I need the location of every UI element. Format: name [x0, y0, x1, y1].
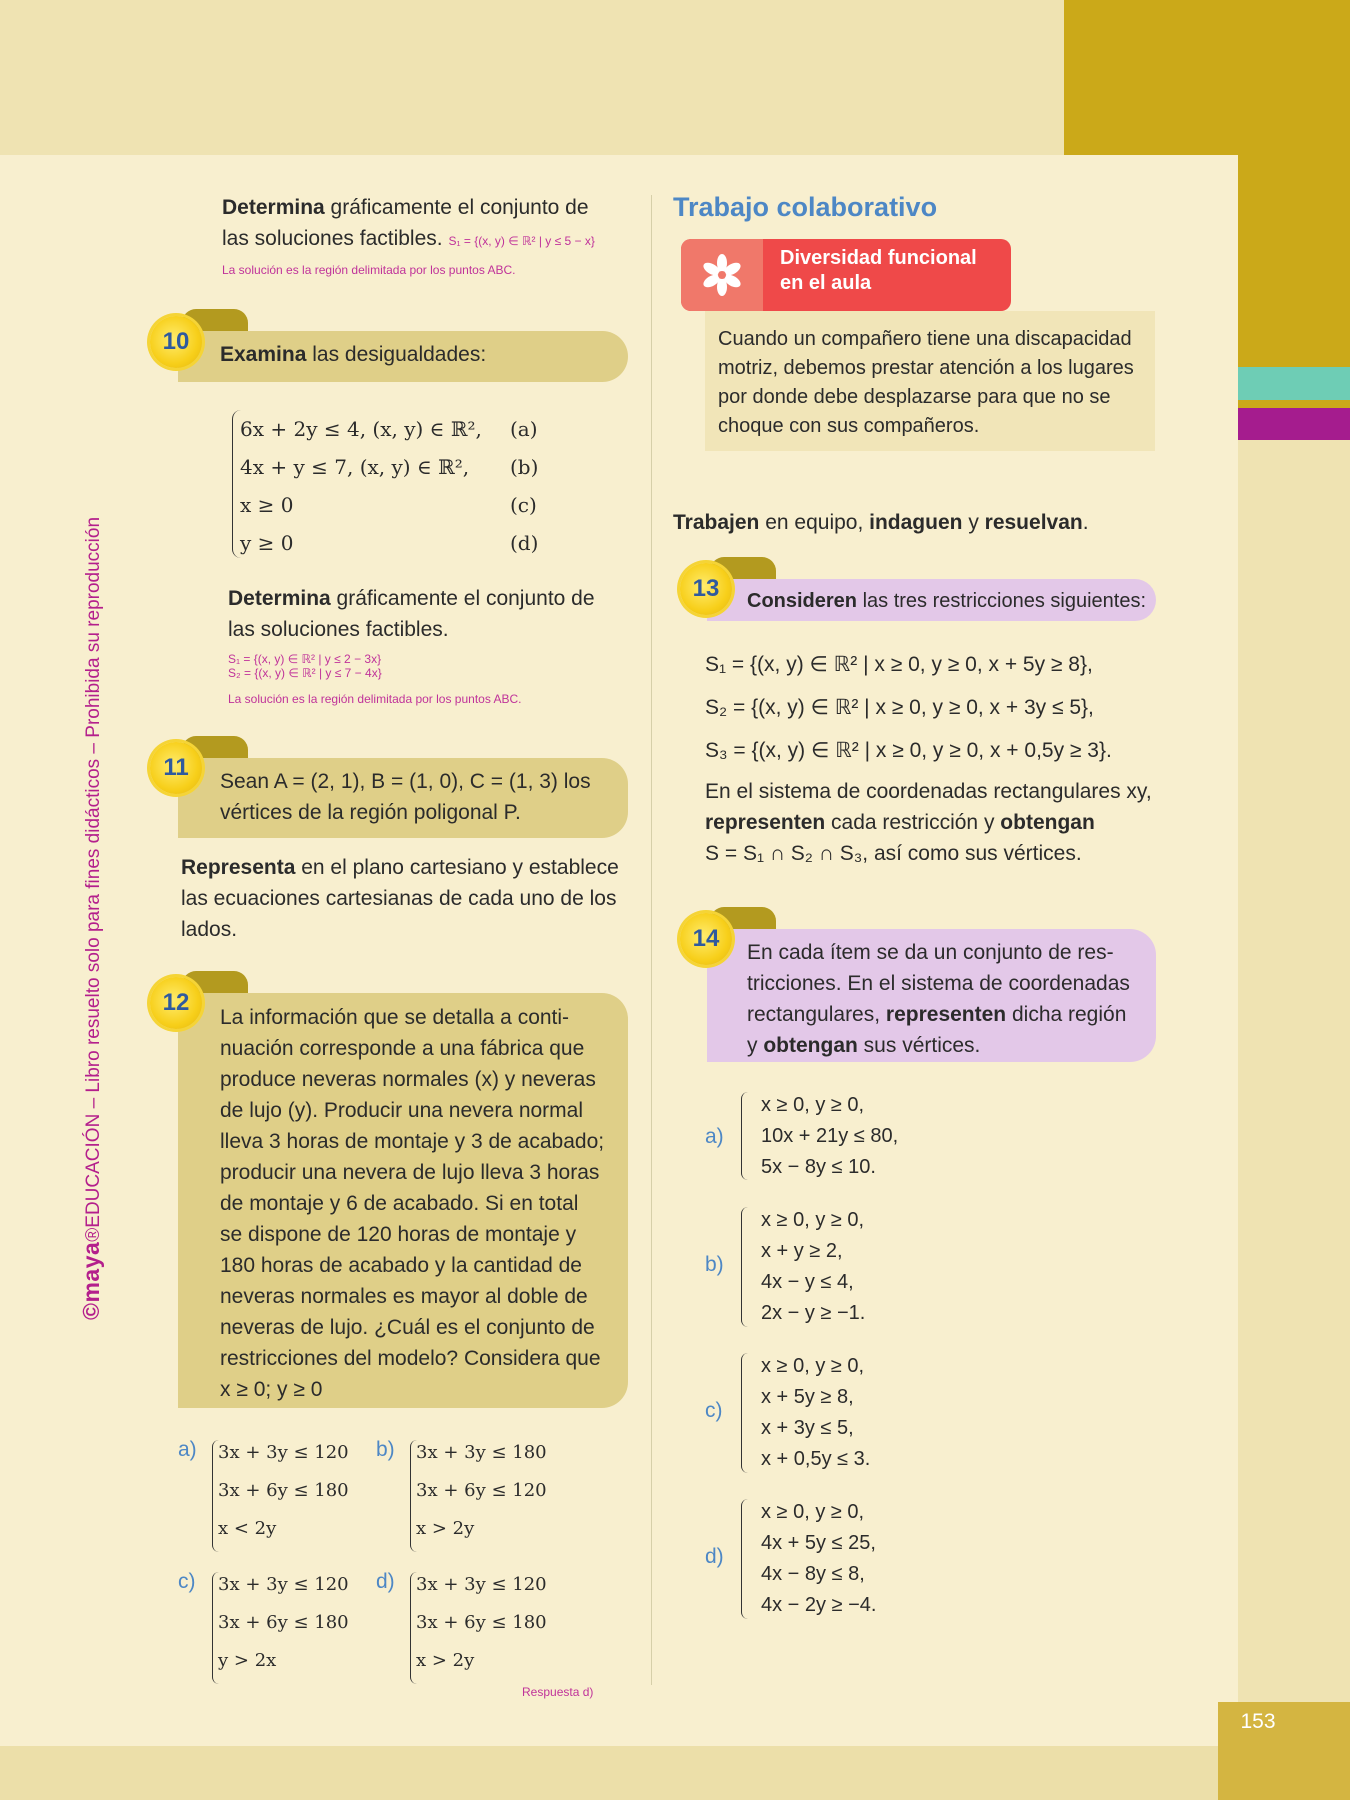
- option-line: 3x + 6y ≤ 180: [218, 1480, 349, 1501]
- item-line: x ≥ 0, y ≥ 0,: [761, 1209, 865, 1231]
- ex10-determina: [228, 583, 648, 645]
- ex13-set: S₁ = {(x, y) ∈ ℝ² | x ≥ 0, y ≥ 0, x + 5y ≥ 8},: [705, 653, 1093, 676]
- ex10-expr: y ≥ 0: [240, 531, 294, 555]
- collab-title: Trabajo colaborativo: [673, 192, 938, 222]
- ex12-line: restricciones del modelo? Considera que: [220, 1347, 601, 1370]
- ex14-text: [747, 937, 1147, 1061]
- option-label: d): [376, 1570, 395, 1593]
- ex14-l3-bold: representen: [885, 1003, 1007, 1026]
- intro-text1: gráficamente el conjunto de: [324, 196, 589, 219]
- item-system: [761, 1205, 981, 1329]
- copyright-text: ®EDUCACIÓN – Libro resuelto solo para fines didácticos – Prohibida su reproducción: [83, 516, 104, 1242]
- ex11-rep-bold: Representa: [181, 856, 296, 879]
- option-system: [416, 1566, 566, 1680]
- item-label: a): [705, 1125, 724, 1148]
- item-line: x ≥ 0, y ≥ 0,: [761, 1501, 865, 1523]
- option-line: x > 2y: [416, 1650, 475, 1671]
- item-label: b): [705, 1253, 724, 1276]
- option-system: [218, 1434, 368, 1548]
- ex11-line2: vértices de la región poligonal P.: [220, 801, 521, 824]
- ex11-rep-text1: en el plano cartesiano y establece: [295, 856, 619, 879]
- magenta-tab: [1238, 408, 1350, 440]
- ex14-l3-text: rectangulares,: [747, 1003, 886, 1026]
- ex12-line: produce neveras normales (x) y neveras: [220, 1068, 596, 1091]
- instr-t1: en equipo,: [759, 511, 870, 534]
- ex10-tag: (c): [510, 493, 537, 517]
- ex10-determina-bold: Determina: [228, 587, 331, 610]
- ex14-l4-bold: obtengan: [763, 1034, 858, 1057]
- ex11-representa: [181, 852, 631, 945]
- ex12-line: x ≥ 0; y ≥ 0: [220, 1378, 323, 1401]
- option-line: x > 2y: [416, 1518, 475, 1539]
- ex13-bold: Consideren: [747, 590, 858, 612]
- item-brace: [741, 1499, 748, 1619]
- item-label: d): [705, 1545, 724, 1568]
- ex14-number: 14: [692, 925, 720, 952]
- bottom-band: [0, 1746, 1350, 1800]
- ex11-text: [220, 766, 625, 828]
- item-line: 5x − 8y ≤ 10.: [761, 1156, 876, 1178]
- ex13-p3: S = S₁ ∩ S₂ ∩ S₃, así como sus vértices.: [705, 842, 1082, 865]
- option-line: y > 2x: [218, 1650, 277, 1671]
- ex12-answer: Respuesta d): [522, 1685, 594, 1699]
- flower-icon: [681, 239, 763, 311]
- ex14-l3-end: dicha región: [1006, 1003, 1127, 1026]
- ex11-rep-text2: las ecuaciones cartesianas de cada uno de los: [181, 887, 617, 910]
- intro-note-s1: S₁ = {(x, y) ∈ ℝ² | y ≤ 5 − x}: [448, 234, 595, 248]
- ex12-line: lleva 3 horas de montaje y 3 de acabado;: [220, 1130, 605, 1153]
- item-brace: [741, 1092, 748, 1180]
- ex13-number: 13: [692, 575, 720, 602]
- item-line: x ≥ 0, y ≥ 0,: [761, 1355, 865, 1377]
- collab-instructions: [673, 507, 1089, 538]
- badge-11: [150, 742, 202, 794]
- side-copyright: [78, 480, 105, 1320]
- option-line: 3x + 3y ≤ 120: [416, 1574, 547, 1595]
- collab-banner-text: [780, 246, 977, 296]
- item-line: x + 5y ≥ 8,: [761, 1386, 854, 1408]
- item-line: 2x − y ≥ −1.: [761, 1302, 866, 1324]
- intro-bold: Determina: [222, 196, 325, 219]
- ex12-line: producir una nevera de lujo lleva 3 horas: [220, 1161, 600, 1184]
- ex13-paragraph: [705, 776, 1175, 869]
- ex10-text: las desigualdades:: [306, 343, 487, 366]
- ex10-row: [240, 524, 550, 562]
- ex10-tag: (b): [510, 455, 539, 479]
- ex13-p2-bold1: representen: [705, 811, 826, 834]
- ex12-line: 180 horas de acabado y la cantidad de: [220, 1254, 582, 1277]
- ex12-text: [220, 1002, 625, 1405]
- ex12-line: de lujo (y). Producir una nevera normal: [220, 1099, 584, 1122]
- ex12-line: neveras normales es mayor al doble de: [220, 1285, 588, 1308]
- ex12-line: neveras de lujo. ¿Cuál es el conjunto de: [220, 1316, 595, 1339]
- ex14-l2: tricciones. En el sistema de coordenadas: [747, 972, 1130, 995]
- banner-line1: Diversidad funcional: [780, 247, 977, 269]
- ex14-l4-end: sus vértices.: [857, 1034, 981, 1057]
- ex13-title: [747, 587, 1146, 616]
- teal-tab: [1238, 367, 1350, 400]
- ex10-number: 10: [162, 328, 190, 355]
- ex10-expr: 4x + y ≤ 7, (x, y) ∈ ℝ²,: [240, 455, 470, 479]
- intro-text: [222, 192, 642, 254]
- option-line: 3x + 6y ≤ 120: [416, 1480, 547, 1501]
- badge-10: [150, 316, 202, 368]
- item-line: 4x − y ≤ 4,: [761, 1271, 854, 1293]
- item-brace: [741, 1353, 748, 1473]
- badge-12: [150, 977, 202, 1029]
- page-number: 153: [1240, 1710, 1276, 1733]
- instr-t2: y: [962, 511, 985, 534]
- item-line: x ≥ 0, y ≥ 0,: [761, 1094, 865, 1116]
- right-cream-strip: [1238, 440, 1350, 1700]
- ex11-line1: Sean A = (2, 1), B = (1, 0), C = (1, 3) los: [220, 770, 591, 793]
- ex13-p2-bold2: obtengan: [1000, 811, 1095, 834]
- ex10-note-region: La solución es la región delimitada por los puntos ABC.: [228, 692, 522, 706]
- ex10-note-s1: S₁ = {(x, y) ∈ ℝ² | y ≤ 2 − 3x}: [228, 652, 382, 666]
- instr-b1: Trabajen: [673, 511, 760, 534]
- collab-line: choque con sus compañeros.: [718, 415, 980, 437]
- ex10-determina-text1: gráficamente el conjunto de: [330, 587, 595, 610]
- instr-b2: indaguen: [869, 511, 963, 534]
- ex10-tag: (d): [510, 531, 539, 555]
- ex13-set: S₃ = {(x, y) ∈ ℝ² | x ≥ 0, y ≥ 0, x + 0,5y ≥ 3}.: [705, 739, 1112, 762]
- ex10-expr: 6x + 2y ≤ 4, (x, y) ∈ ℝ²,: [240, 417, 482, 441]
- ex13-text: las tres restricciones siguientes:: [857, 590, 1147, 612]
- ex12-line: de montaje y 6 de acabado. Si en total: [220, 1192, 579, 1215]
- banner-line2: en el aula: [780, 272, 872, 294]
- brand: ©maya: [78, 1241, 104, 1320]
- option-label: a): [178, 1438, 197, 1461]
- option-line: 3x + 3y ≤ 120: [218, 1442, 349, 1463]
- ex14-l1: En cada ítem se da un conjunto de res-: [747, 941, 1114, 964]
- ex12-line: se dispone de 120 horas de montaje y: [220, 1223, 577, 1246]
- ex10-row: [240, 448, 550, 486]
- instr-t3: .: [1082, 511, 1089, 534]
- option-line: 3x + 3y ≤ 120: [218, 1574, 349, 1595]
- collab-text: [718, 325, 1158, 441]
- ex10-bold: Examina: [220, 343, 307, 366]
- ex13-set: S₂ = {(x, y) ∈ ℝ² | x ≥ 0, y ≥ 0, x + 3y ≤ 5},: [705, 696, 1094, 719]
- ex13-p1: En el sistema de coordenadas rectangulares xy,: [705, 780, 1152, 803]
- ex10-row: [240, 410, 550, 448]
- option-system: [218, 1566, 368, 1680]
- item-system: [761, 1497, 981, 1621]
- option-line: 3x + 3y ≤ 180: [416, 1442, 547, 1463]
- item-line: x + 3y ≤ 5,: [761, 1417, 854, 1439]
- intro-note-region: La solución es la región delimitada por los puntos ABC.: [222, 263, 516, 277]
- item-line: x + 0,5y ≤ 3.: [761, 1448, 871, 1470]
- instr-b3: resuelvan: [984, 511, 1083, 534]
- badge-13: [680, 563, 732, 615]
- ex10-expr: x ≥ 0: [240, 493, 294, 517]
- collab-banner-icon-box: [681, 239, 763, 311]
- item-system: [761, 1351, 981, 1475]
- ex10-title: [220, 339, 486, 370]
- ex10-determina-text2: las soluciones factibles.: [228, 618, 449, 641]
- option-line: 3x + 6y ≤ 180: [416, 1612, 547, 1633]
- option-line: 3x + 6y ≤ 180: [218, 1612, 349, 1633]
- option-line: x < 2y: [218, 1518, 277, 1539]
- item-system: [761, 1090, 981, 1183]
- collab-line: Cuando un compañero tiene una discapacidad: [718, 328, 1132, 350]
- intro-text2: las soluciones factibles.: [222, 227, 443, 250]
- ex12-line: nuación corresponde a una fábrica que: [220, 1037, 585, 1060]
- item-line: 4x + 5y ≤ 25,: [761, 1532, 876, 1554]
- item-line: 10x + 21y ≤ 80,: [761, 1125, 899, 1147]
- column-divider: [651, 195, 652, 1685]
- option-system: [416, 1434, 566, 1548]
- collab-line: por donde debe desplazarse para que no se: [718, 386, 1111, 408]
- item-line: 4x − 2y ≥ −4.: [761, 1594, 877, 1616]
- ex13-p2-text: cada restricción y: [825, 811, 1001, 834]
- item-line: 4x − 8y ≤ 8,: [761, 1563, 865, 1585]
- collab-line: motriz, debemos prestar atención a los lugares: [718, 357, 1134, 379]
- item-label: c): [705, 1399, 723, 1422]
- ex11-rep-text3: lados.: [181, 918, 238, 941]
- item-line: x + y ≥ 2,: [761, 1240, 843, 1262]
- ex10-note-s2: S₂ = {(x, y) ∈ ℝ² | y ≤ 7 − 4x}: [228, 666, 382, 680]
- item-brace: [741, 1207, 748, 1327]
- ex10-tag: (a): [510, 417, 538, 441]
- ex10-row: [240, 486, 550, 524]
- option-label: c): [178, 1570, 196, 1593]
- ex14-l4-text: y: [747, 1034, 764, 1057]
- ex10-system: [240, 410, 550, 562]
- option-label: b): [376, 1438, 395, 1461]
- ex12-line: La información que se detalla a conti-: [220, 1006, 570, 1029]
- ex13-sets: [705, 643, 1112, 772]
- badge-14: [680, 913, 732, 965]
- ex12-number: 12: [162, 989, 190, 1016]
- ex11-number: 11: [163, 754, 189, 781]
